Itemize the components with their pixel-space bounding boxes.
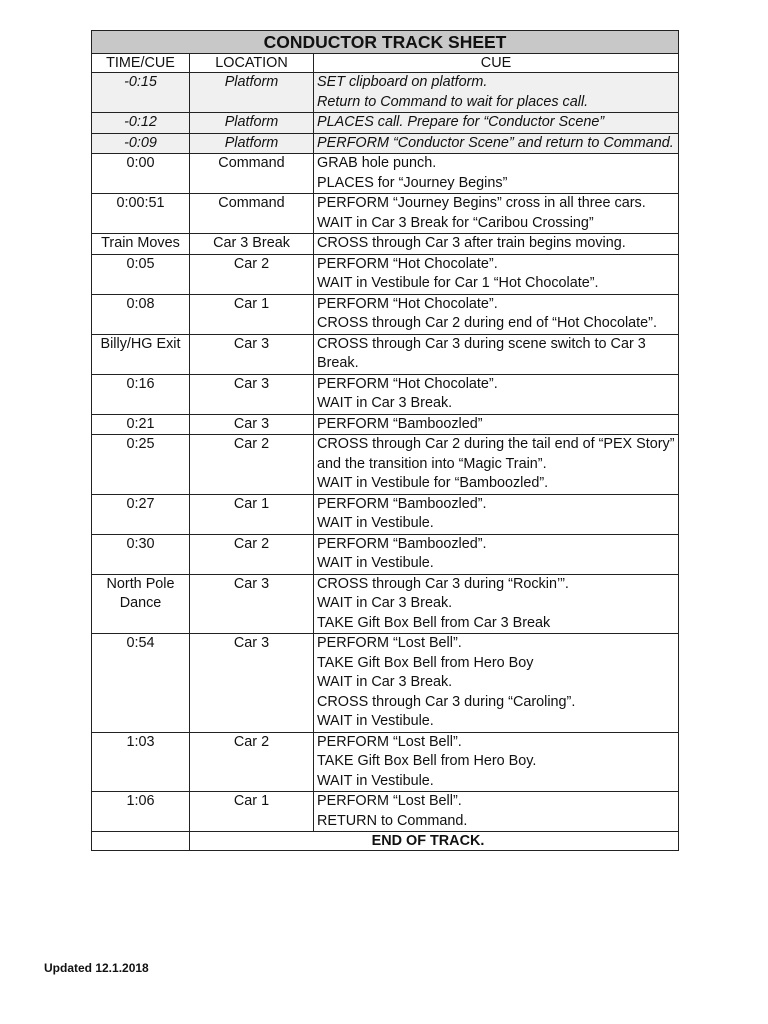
cue-cell: [314, 435, 679, 495]
table-row: [92, 494, 679, 534]
cue-line: PERFORM “Lost Bell”.: [317, 733, 462, 750]
cue-line: CROSS through Car 3 after train begins moving.: [317, 235, 626, 251]
cue-cell: [314, 133, 679, 154]
cue-line: WAIT in Car 3 Break.: [317, 674, 453, 690]
time-cell: Billy/HG Exit: [92, 334, 190, 374]
table-row: [92, 334, 679, 374]
time-cell: -0:09: [92, 133, 190, 154]
location-cell: Car 3: [190, 334, 314, 374]
cue-line: WAIT in Car 3 Break for “Caribou Crossing”: [317, 214, 594, 231]
cue-cell: [314, 234, 679, 255]
end-of-track-label: END OF TRACK.: [371, 833, 485, 849]
cue-line: TAKE Gift Box Bell from Hero Boy: [317, 654, 534, 671]
cue-line: WAIT in Vestibule for Car 1 “Hot Chocolate”.: [317, 275, 599, 291]
cue-cell: [314, 73, 679, 113]
track-rows: [92, 73, 679, 832]
cue-line: WAIT in Vestibule for “Bamboozled”.: [317, 475, 549, 491]
location-cell: Car 3: [190, 634, 314, 733]
time-cell: -0:15: [92, 73, 190, 113]
cue-line: TAKE Gift Box Bell from Hero Boy.: [317, 753, 537, 769]
table-row: [92, 534, 679, 574]
header-location: LOCATION: [190, 54, 314, 73]
location-cell: Command: [190, 154, 314, 194]
track-sheet-table: [91, 30, 679, 851]
time-cell: 1:03: [92, 732, 190, 792]
cue-line: CROSS through Car 3 during “Caroling”.: [317, 693, 576, 710]
cue-line: WAIT in Car 3 Break.: [317, 395, 453, 411]
cue-line: PERFORM “Bamboozled”: [317, 415, 483, 432]
table-row: [92, 634, 679, 733]
cue-line: PLACES call. Prepare for “Conductor Scene”: [317, 114, 605, 130]
cue-line: RETURN to Command.: [317, 812, 468, 829]
location-cell: Platform: [190, 113, 314, 134]
location-cell: Car 1: [190, 494, 314, 534]
end-spacer: [92, 832, 190, 851]
cue-line: CROSS through Car 3 during “Rockin’”.: [317, 575, 569, 592]
cue-line: GRAB hole punch.: [317, 155, 437, 171]
cue-line: Return to Command to wait for places call.: [317, 93, 589, 110]
cue-line: WAIT in Car 3 Break.: [317, 595, 453, 611]
header-time: TIME/CUE: [92, 54, 190, 73]
cue-line: WAIT in Vestibule.: [317, 515, 434, 531]
cue-line: PERFORM “Hot Chocolate”.: [317, 375, 498, 392]
cue-cell: [314, 732, 679, 792]
location-cell: Car 2: [190, 732, 314, 792]
cue-line: CROSS through Car 3 during scene switch to Car 3 Break.: [317, 335, 646, 371]
table-row: [92, 154, 679, 194]
cue-cell: [314, 334, 679, 374]
table-row: [92, 732, 679, 792]
table-row: [92, 792, 679, 832]
time-cell: 0:16: [92, 374, 190, 414]
location-cell: Car 1: [190, 294, 314, 334]
table-row: [92, 254, 679, 294]
time-cell: 0:21: [92, 414, 190, 435]
header-cue: CUE: [314, 54, 679, 73]
time-cell: 0:30: [92, 534, 190, 574]
cue-cell: [314, 194, 679, 234]
cue-line: PLACES for “Journey Begins”: [317, 174, 508, 191]
time-cell: 0:00: [92, 154, 190, 194]
cue-line: PERFORM “Lost Bell”.: [317, 793, 462, 809]
time-cell: -0:12: [92, 113, 190, 134]
cue-cell: [314, 534, 679, 574]
cue-line: PERFORM “Bamboozled”.: [317, 495, 487, 512]
location-cell: Car 3 Break: [190, 234, 314, 255]
location-cell: Car 2: [190, 534, 314, 574]
cue-cell: [314, 574, 679, 634]
cue-line: TAKE Gift Box Bell from Car 3 Break: [317, 614, 551, 631]
table-row: [92, 414, 679, 435]
cue-line: CROSS through Car 2 during end of “Hot Chocolate”.: [317, 315, 657, 331]
cue-cell: [314, 792, 679, 832]
cue-line: WAIT in Vestibule.: [317, 713, 434, 729]
cue-line: SET clipboard on platform.: [317, 74, 488, 90]
time-cell: 0:25: [92, 435, 190, 495]
end-of-track: [190, 832, 679, 851]
cue-line: PERFORM “Hot Chocolate”.: [317, 255, 498, 272]
table-row: [92, 435, 679, 495]
cue-cell: [314, 494, 679, 534]
cue-cell: [314, 254, 679, 294]
location-cell: Car 2: [190, 254, 314, 294]
time-cell: 0:00:51: [92, 194, 190, 234]
cue-cell: [314, 634, 679, 733]
cue-line: WAIT in Vestibule.: [317, 772, 434, 789]
time-cell: 0:05: [92, 254, 190, 294]
table-row: [92, 73, 679, 113]
cue-line: PERFORM “Hot Chocolate”.: [317, 295, 498, 312]
location-cell: Car 3: [190, 414, 314, 435]
location-cell: Car 1: [190, 792, 314, 832]
time-cell: 0:54: [92, 634, 190, 733]
location-cell: Platform: [190, 73, 314, 113]
updated-date: Updated 12.1.2018: [44, 961, 149, 975]
time-cell: Train Moves: [92, 234, 190, 255]
time-cell: 0:27: [92, 494, 190, 534]
location-cell: Car 2: [190, 435, 314, 495]
cue-line: PERFORM “Conductor Scene” and return to Command.: [317, 134, 674, 151]
table-row: [92, 574, 679, 634]
location-cell: Command: [190, 194, 314, 234]
cue-line: PERFORM “Lost Bell”.: [317, 635, 462, 651]
table-row: [92, 133, 679, 154]
time-cell: 0:08: [92, 294, 190, 334]
time-cell: 1:06: [92, 792, 190, 832]
table-row: [92, 234, 679, 255]
cue-line: CROSS through Car 2 during the tail end of “PEX Story” and the transition into “Magic Train”.: [317, 436, 675, 472]
table-row: [92, 374, 679, 414]
cue-line: WAIT in Vestibule.: [317, 555, 434, 571]
cue-cell: [314, 294, 679, 334]
cue-cell: [314, 113, 679, 134]
cue-cell: [314, 374, 679, 414]
time-cell: North Pole Dance: [92, 574, 190, 634]
cue-cell: [314, 154, 679, 194]
cue-line: PERFORM “Journey Begins” cross in all three cars.: [317, 195, 646, 211]
cue-cell: [314, 414, 679, 435]
table-row: [92, 194, 679, 234]
location-cell: Car 3: [190, 374, 314, 414]
table-row: [92, 113, 679, 134]
location-cell: Car 3: [190, 574, 314, 634]
sheet-title: CONDUCTOR TRACK SHEET: [92, 31, 679, 54]
location-cell: Platform: [190, 133, 314, 154]
table-row: [92, 294, 679, 334]
cue-line: PERFORM “Bamboozled”.: [317, 535, 487, 552]
